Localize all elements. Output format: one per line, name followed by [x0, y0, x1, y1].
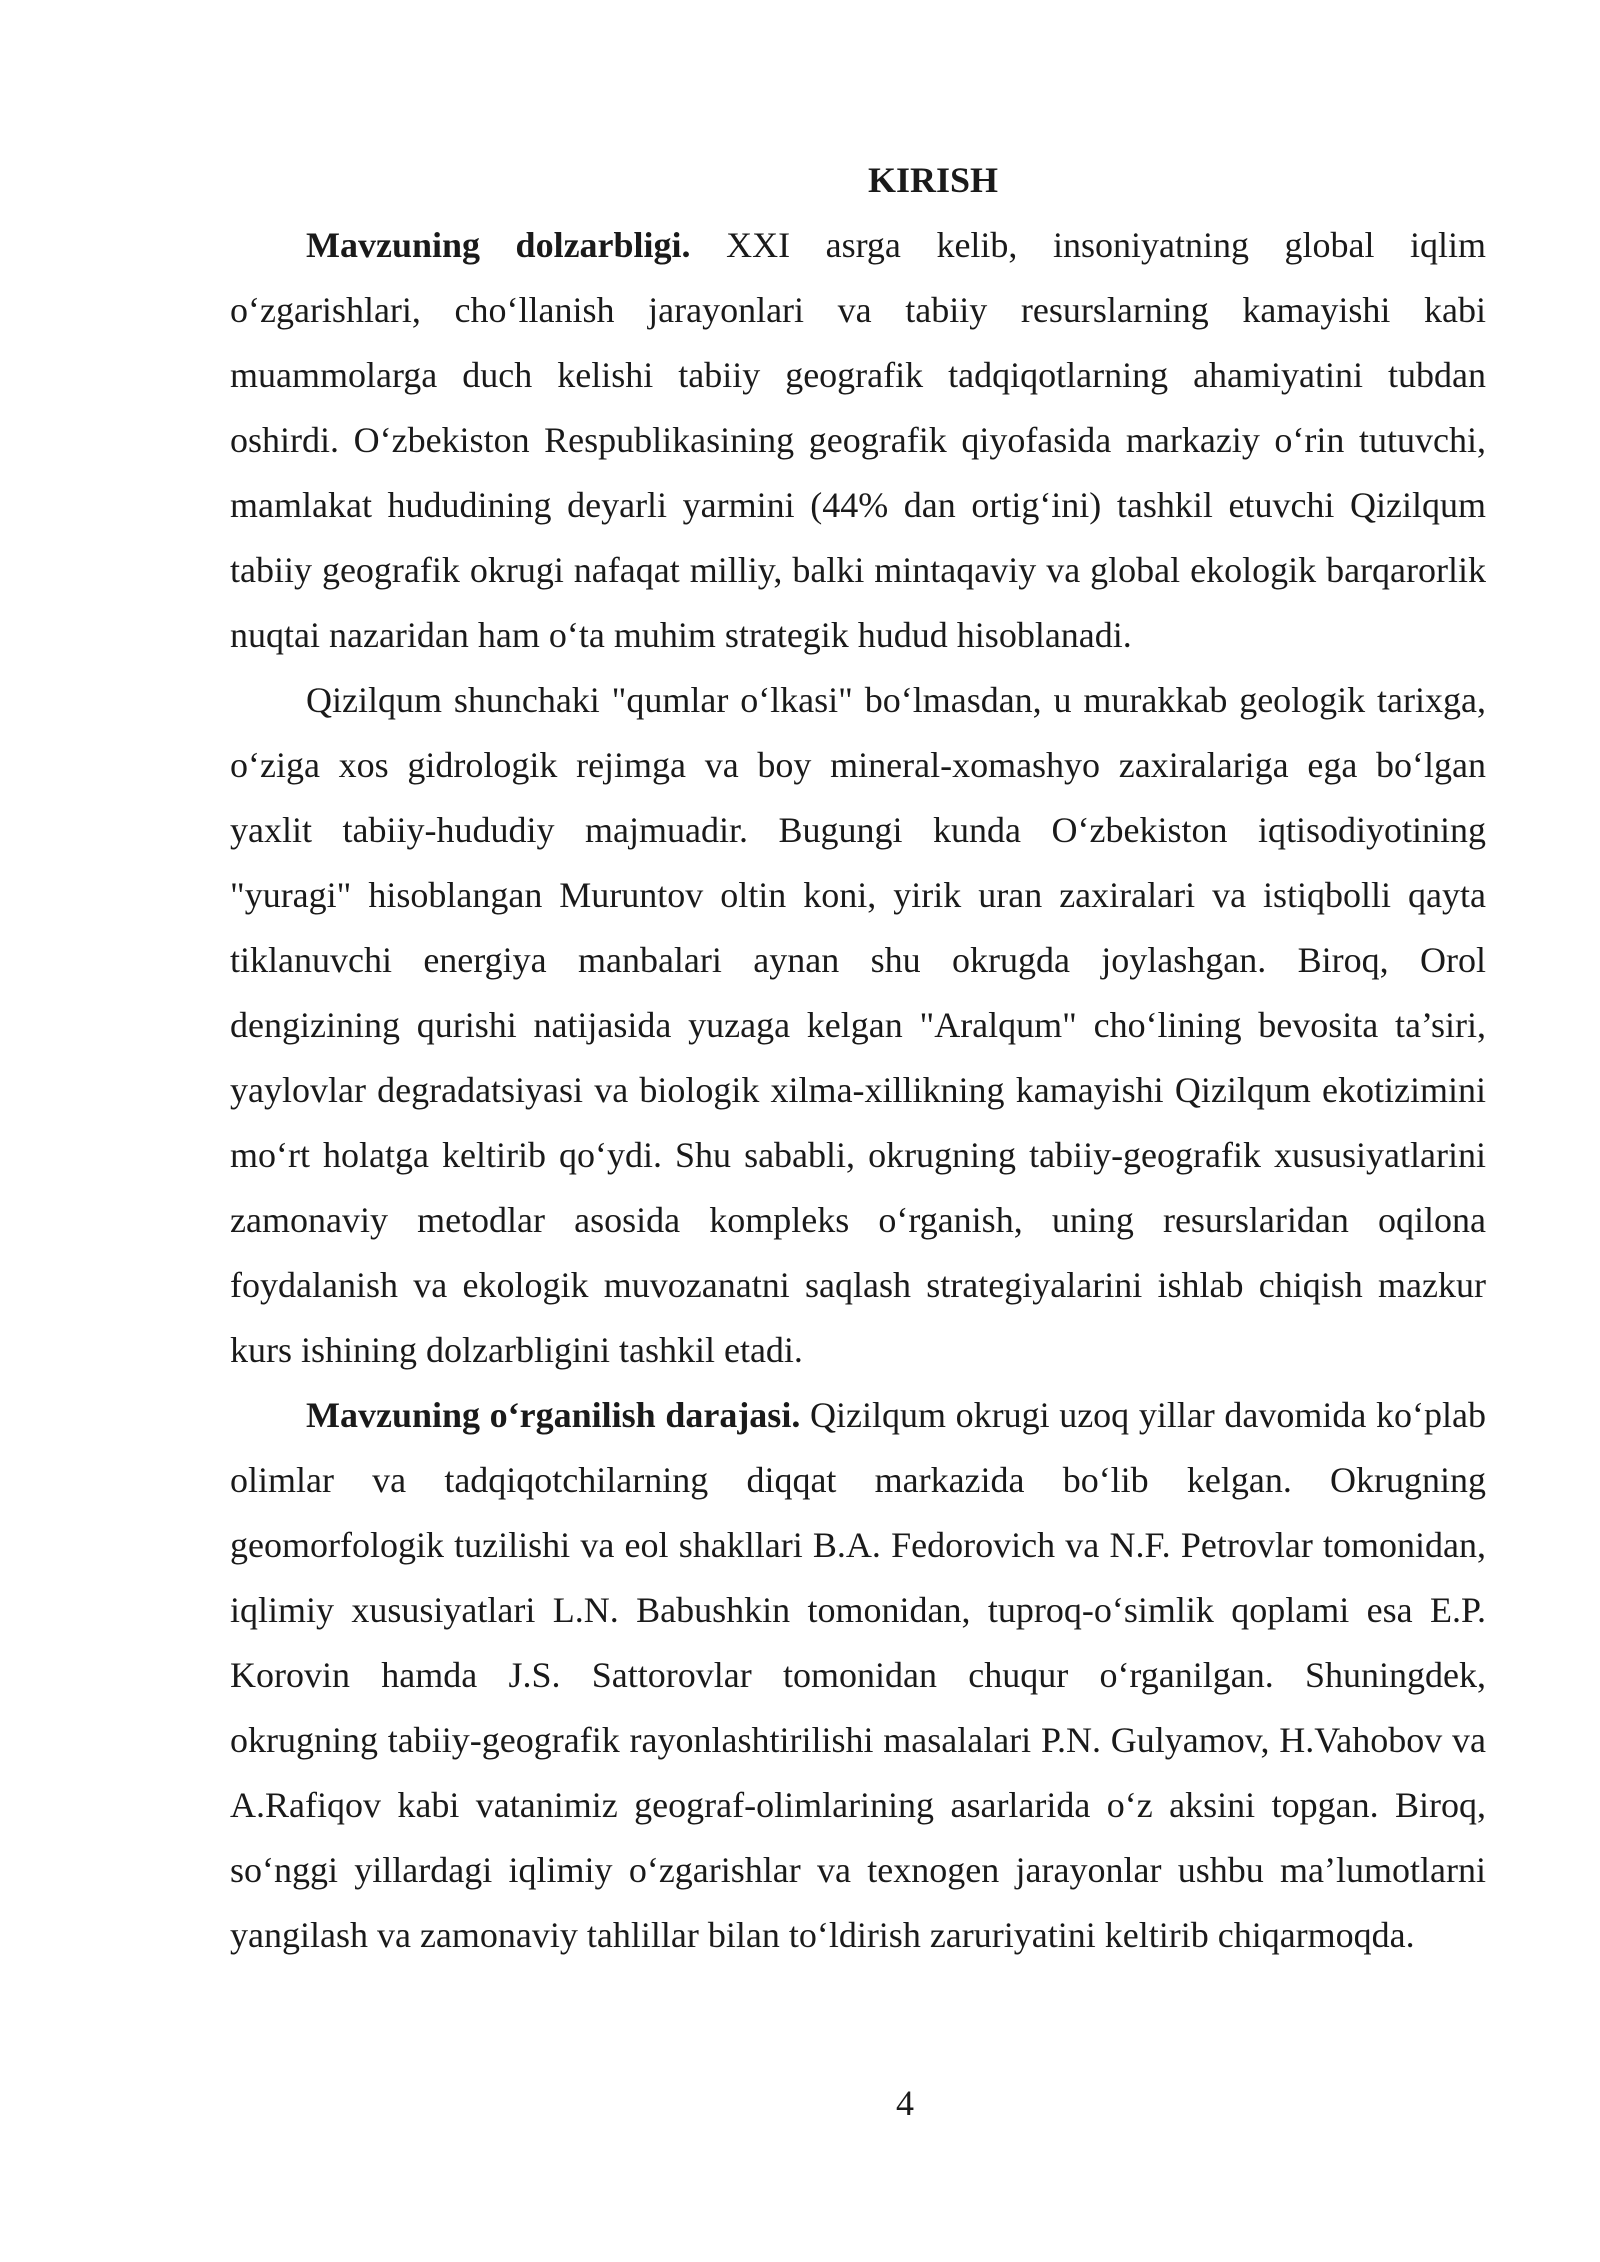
paragraph-kyzylkum-overview — [230, 668, 1486, 1383]
paragraph-relevance — [230, 213, 1486, 668]
paragraph-lead: Mavzuning o‘rganilish darajasi. — [306, 1395, 801, 1435]
paragraph-text: XXI asrga kelib, insoniyatning global iqlim o‘zgarishlari, cho‘llanish jarayonlari va tabiiy resurslarning kamayishi kabi muammolarga duch kelishi tabiiy geografik tadqiqotlarning ahamiyatini tubdan oshirdi. O‘zbekiston Respublikasining geografik qiyofasida markaziy o‘rin tutuvchi, mamlakat hududining deyarli yarmini (44% dan ortig‘ini) tashkil etuvchi Qizilqum tabiiy geografik okrugi nafaqat milliy, balki mintaqaviy va global ekologik barqarorlik nuqtai nazaridan ham o‘ta muhim strategik hudud hisoblanadi. — [230, 225, 1486, 655]
paragraph-text: Qizilqum okrugi uzoq yillar davomida ko‘plab olimlar va tadqiqotchilarning diqqat markazida bo‘lib kelgan. Okrugning geomorfologik tuzilishi va eol shakllari B.A. Fedorovich va N.F. Petrovlar tomonidan, iqlimiy xususiyatlari L.N. Babushkin tomonidan, tuproq-o‘simlik qoplami esa E.P. Korovin hamda J.S. Sattorovlar tomonidan chuqur o‘rganilgan. Shuningdek, okrugning tabiiy-geografik rayonlashtirilishi masalalari P.N. Gulyamov, H.Vahobov va A.Rafiqov kabi vatanimiz geograf-olimlarining asarlarida o‘z aksini topgan. Biroq, so‘nggi yillardagi iqlimiy o‘zgarishlar va texnogen jarayonlar ushbu ma’lumotlarni yangilash va zamonaviy tahlillar bilan to‘ldirish zaruriyatini keltirib chiqarmoqda. — [230, 1395, 1486, 1955]
paragraph-lead: Mavzuning dolzarbligi. — [306, 225, 691, 265]
paragraph-study-level — [230, 1383, 1486, 1968]
page-number: 4 — [896, 2083, 914, 2123]
section-heading: KIRISH — [867, 160, 999, 200]
paragraph-text: Qizilqum shunchaki "qumlar o‘lkasi" bo‘lmasdan, u murakkab geologik tarixga, o‘ziga xos gidrologik rejimga va boy mineral-xomashyo zaxiralariga ega bo‘lgan yaxlit tabiiy-hududiy majmuadir. Bugungi kunda O‘zbekiston iqtisodiyotining "yuragi" hisoblangan Muruntov oltin koni, yirik uran zaxiralari va istiqbolli qayta tiklanuvchi energiya manbalari aynan shu okrugda joylashgan. Biroq, Orol dengizining qurishi natijasida yuzaga kelgan "Aralqum" cho‘lining bevosita ta’siri, yaylovlar degradatsiyasi va biologik xilma-xillikning kamayishi Qizilqum ekotizimini mo‘rt holatga keltirib qo‘ydi. Shu sababli, okrugning tabiiy-geografik xususiyatlarini zamonaviy metodlar asosida kompleks o‘rganish, uning resurslaridan oqilona foydalanish va ekologik muvozanatni saqlash strategiyalarini ishlab chiqish mazkur kurs ishining dolzarbligini tashkil etadi. — [230, 680, 1486, 1370]
page-body — [230, 148, 1486, 1968]
